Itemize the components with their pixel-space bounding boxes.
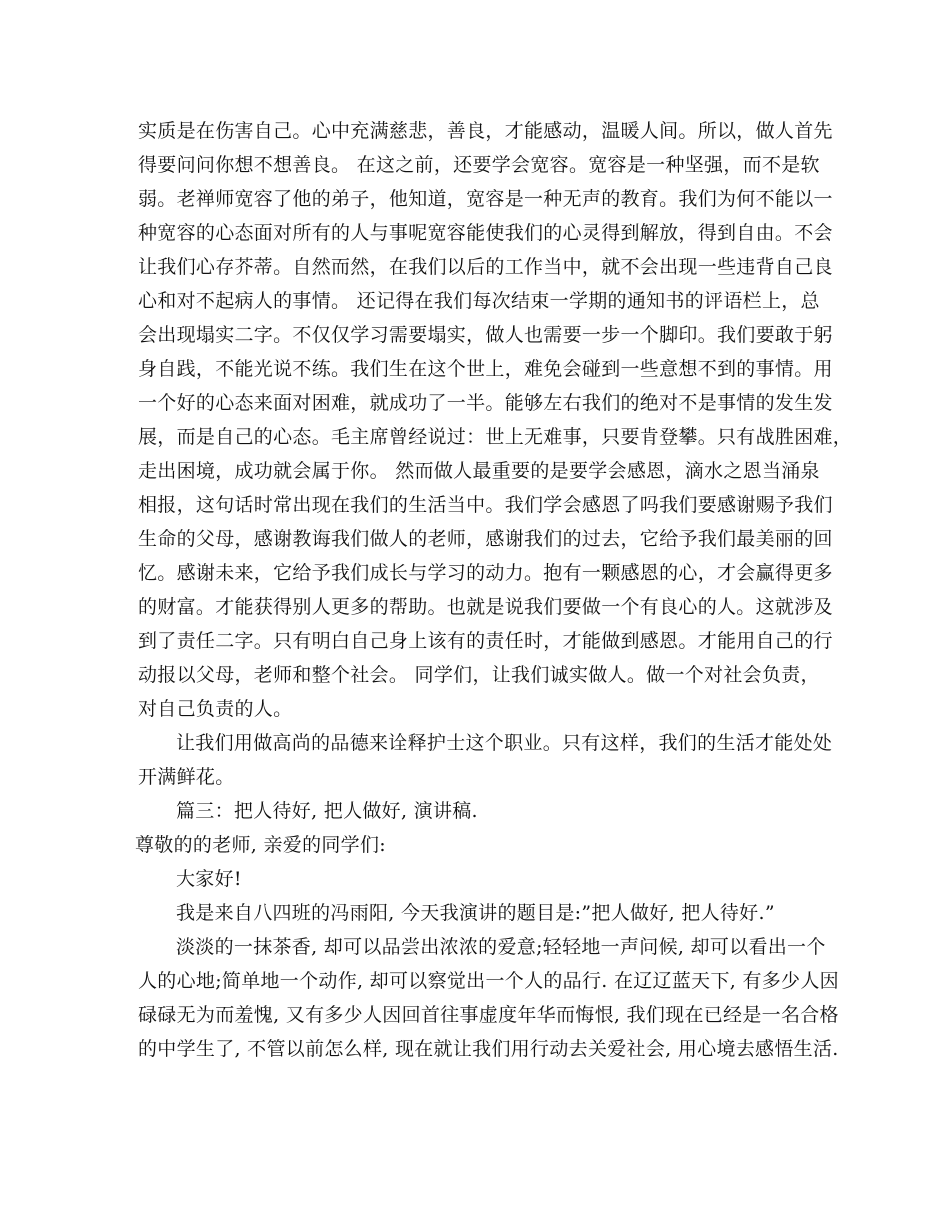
text-line: 开满鲜花。 bbox=[138, 766, 235, 788]
section-heading: 篇三：把人待好, 把人做好, 演讲稿. bbox=[176, 800, 478, 822]
text-line: 会出现塌实二字。不仅仅学习需要塌实，做人也需要一步一个脚印。我们要敢于躬 bbox=[138, 324, 833, 346]
text-line: 心和对不起病人的事情。 还记得在我们每次结束一学期的通知书的评语栏上，总 bbox=[138, 290, 820, 312]
text-line: 对自己负责的人。 bbox=[138, 698, 293, 720]
text-line: 弱。老禅师宽容了他的弟子，他知道，宽容是一种无声的教育。我们为何不能以一 bbox=[138, 188, 833, 210]
text-line: 走出困境，成功就会属于你。 然而做人最重要的是要学会感恩，滴水之恩当涌泉 bbox=[138, 460, 820, 482]
salutation: 尊敬的的老师, 亲爱的同学们: bbox=[135, 834, 386, 856]
text-line: 展，而是自己的心态。毛主席曾经说过：世上无难事，只要肯登攀。只有战胜困难， bbox=[138, 426, 853, 448]
text-line: 相报，这句话时常出现在我们的生活当中。我们学会感恩了吗我们要感谢赐予我们 bbox=[138, 494, 833, 516]
text-line: 到了责任二字。只有明白自己身上该有的责任时，才能做到感恩。才能用自己的行 bbox=[138, 630, 833, 652]
text-line: 人的心地;简单地一个动作, 却可以察觉出一个人的品行. 在辽辽蓝天下, 有多少人因 bbox=[138, 970, 839, 992]
text-line: 一个好的心态来面对困难，就成功了一半。能够左右我们的绝对不是事情的发生发 bbox=[138, 392, 833, 414]
text-line: 得要问问你想不想善良。 在这之前，还要学会宽容。宽容是一种坚强，而不是软 bbox=[138, 154, 820, 176]
text-line: 种宽容的心态面对所有的人与事呢宽容能使我们的心灵得到解放，得到自由。不会 bbox=[138, 222, 833, 244]
text-line: 动报以父母，老师和整个社会。 同学们，让我们诚实做人。做一个对社会负责， bbox=[138, 664, 820, 686]
text-line: 生命的父母，感谢教诲我们做人的老师，感谢我们的过去，它给予我们最美丽的回 bbox=[138, 528, 833, 550]
paragraph-first-line: 淡淡的一抹茶香, 却可以品尝出浓浓的爱意;轻轻地一声问候, 却可以看出一个 bbox=[176, 936, 826, 958]
text-line: 碌碌无为而羞愧, 又有多少人因回首往事虚度年华而悔恨, 我们现在已经是一名合格 bbox=[138, 1004, 839, 1026]
paragraph-first-line: 让我们用做高尚的品德来诠释护士这个职业。只有这样，我们的生活才能处处 bbox=[176, 732, 833, 754]
document-body bbox=[135, 114, 853, 1066]
text-line: 的财富。才能获得别人更多的帮助。也就是说我们要做一个有良心的人。这就涉及 bbox=[138, 596, 833, 618]
speech-intro: 我是来自八四班的冯雨阳, 今天我演讲的题目是:”把人做好, 把人待好.” bbox=[176, 902, 775, 924]
text-line: 让我们心存芥蒂。自然而然，在我们以后的工作当中，就不会出现一些违背自己良 bbox=[138, 256, 833, 278]
text-line: 忆。感谢未来，它给予我们成长与学习的动力。抱有一颗感恩的心，才会赢得更多 bbox=[138, 562, 833, 584]
text-line: 的中学生了, 不管以前怎么样, 现在就让我们用行动去关爱社会, 用心境去感悟生活. bbox=[138, 1038, 839, 1060]
text-line: 实质是在伤害自己。心中充满慈悲，善良，才能感动，温暖人间。所以，做人首先 bbox=[138, 120, 833, 142]
text-line: 身自践，不能光说不练。我们生在这个世上，难免会碰到一些意想不到的事情。用 bbox=[138, 358, 833, 380]
greeting: 大家好! bbox=[176, 868, 242, 890]
